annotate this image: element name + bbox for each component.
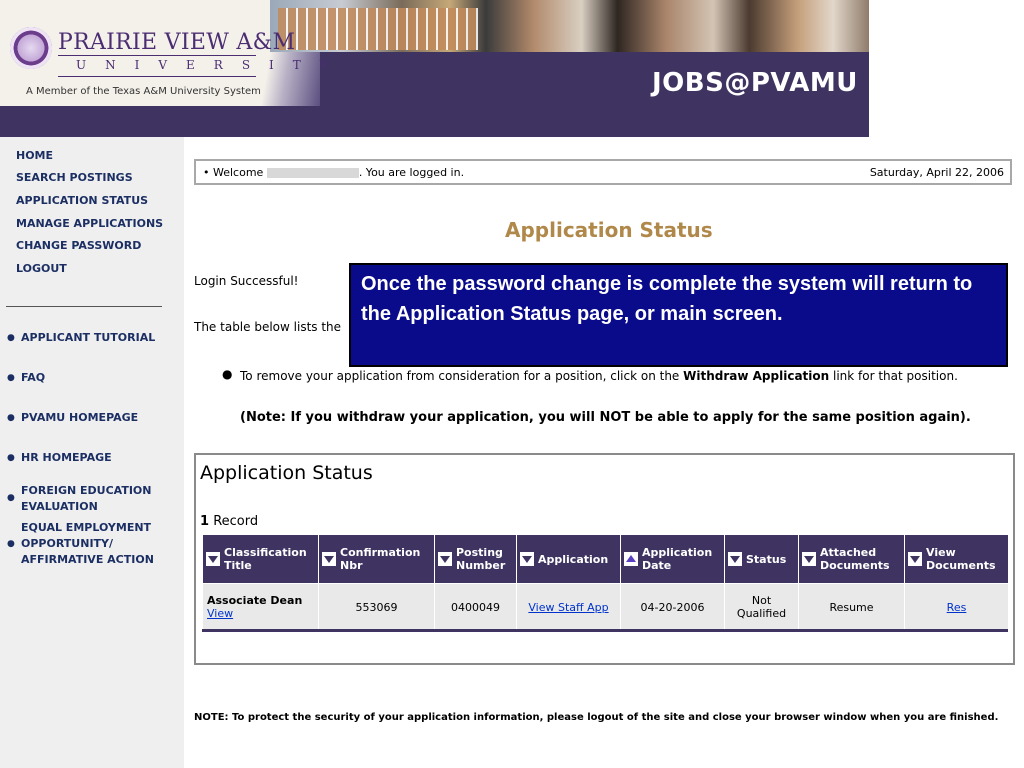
col-header-view-documents[interactable] (905, 535, 1009, 584)
sort-desc-icon[interactable] (802, 552, 816, 566)
campus-building-image (278, 8, 478, 50)
withdraw-note: (Note: If you withdraw your application, you will NOT be able to apply for the same position again). (240, 410, 971, 425)
col-header-application[interactable] (517, 535, 621, 584)
col-header-confirmation-nbr[interactable] (319, 535, 435, 584)
brand-name: PRAIRIE VIEW A&M (58, 30, 296, 55)
sort-desc-icon[interactable] (322, 552, 336, 566)
sidebar-divider (6, 306, 162, 307)
tutorial-callout: Once the password change is complete the system will return to the Application Status page, or main screen. (349, 263, 1008, 367)
cell-classification-title (203, 584, 319, 631)
record-count-label: Record (213, 514, 259, 529)
table-footer-bar (202, 629, 1008, 632)
col-header-label: Attached Documents (820, 546, 890, 572)
record-count-number: 1 (200, 514, 210, 529)
cell-status: Not Qualified (725, 584, 799, 631)
table-description: The table below lists the (194, 320, 342, 334)
view-posting-link[interactable]: View (207, 607, 234, 620)
col-header-label: Confirmation Nbr (340, 546, 421, 572)
cell-confirmation-nbr: 553069 (319, 584, 435, 631)
nav-logout[interactable]: LOGOUT (16, 262, 67, 275)
cell-attached-documents: Resume (799, 584, 905, 631)
nav-change-password[interactable]: CHANGE PASSWORD (16, 239, 142, 252)
brand-rule (58, 55, 256, 56)
login-success-message: Login Successful! (194, 274, 299, 288)
instruction-text-end: link for that position. (829, 369, 958, 383)
sort-asc-icon[interactable] (624, 552, 638, 566)
col-header-label: Classification Title (224, 546, 307, 572)
col-header-posting-number[interactable] (435, 535, 517, 584)
site-title: JOBS@PVAMU (652, 68, 858, 98)
bullet-icon: ● (7, 333, 15, 343)
sidebar-link-eeo[interactable]: EQUAL EMPLOYMENT OPPORTUNITY/ AFFIRMATIVE ACTION (21, 521, 154, 566)
col-header-label: Application Date (642, 546, 713, 572)
sidebar-link-applicant-tutorial[interactable]: APPLICANT TUTORIAL (21, 331, 156, 344)
col-header-attached-documents[interactable] (799, 535, 905, 584)
record-count (200, 514, 258, 529)
col-header-label: Status (746, 552, 787, 566)
application-status-panel (194, 453, 1015, 665)
view-document-link[interactable]: Res (946, 600, 967, 614)
withdraw-application-label: Withdraw Application (683, 369, 830, 383)
welcome-bar (194, 159, 1012, 185)
current-date: Saturday, April 22, 2006 (869, 166, 1004, 179)
cell-posting-number: 0400049 (435, 584, 517, 631)
col-header-status[interactable] (725, 535, 799, 584)
col-header-classification-title[interactable] (203, 535, 319, 584)
member-line: A Member of the Texas A&M University System (26, 86, 261, 97)
site-header (0, 0, 869, 137)
bullet-icon: ● (7, 373, 15, 383)
bullet-icon: ● (7, 493, 15, 503)
applications-table (202, 534, 1009, 631)
bullet-icon: ● (7, 413, 15, 423)
table-header-row (203, 535, 1009, 584)
welcome-message (203, 166, 464, 179)
cell-application (517, 584, 621, 631)
sort-desc-icon[interactable] (908, 552, 922, 566)
sort-desc-icon[interactable] (520, 552, 534, 566)
table-row (203, 584, 1009, 631)
welcome-prefix: • Welcome (203, 166, 264, 179)
sidebar-link-hr-homepage[interactable]: HR HOMEPAGE (21, 451, 112, 464)
brand-subtitle: UNIVERSITY (76, 58, 347, 72)
instruction-text: To remove your application from consideration for a position, click on the (240, 369, 684, 383)
bullet-icon: ● (7, 453, 15, 463)
col-header-application-date[interactable] (621, 535, 725, 584)
bullet-icon: ● (222, 367, 233, 381)
job-title: Associate Dean (207, 594, 303, 607)
welcome-suffix: . You are logged in. (358, 166, 465, 179)
sort-desc-icon[interactable] (728, 552, 742, 566)
redacted-username (267, 168, 359, 178)
sidebar-link-pvamu-homepage[interactable]: PVAMU HOMEPAGE (21, 411, 139, 424)
bullet-icon: ● (7, 539, 15, 549)
col-header-label: Application (538, 552, 609, 566)
cell-application-date: 04-20-2006 (621, 584, 725, 631)
security-note: NOTE: To protect the security of your application information, please logout of the site and close your browser window when you are finished. (194, 712, 999, 723)
view-staff-app-link[interactable]: View Staff App (528, 600, 609, 614)
withdraw-instruction (240, 369, 958, 383)
sort-desc-icon[interactable] (438, 552, 452, 566)
university-seal-icon (10, 27, 52, 69)
sidebar-link-foreign-education[interactable]: FOREIGN EDUCATION EVALUATION (21, 484, 152, 513)
col-header-label: Posting Number (456, 546, 506, 572)
cell-view-documents (905, 584, 1009, 631)
nav-search-postings[interactable]: SEARCH POSTINGS (16, 171, 133, 184)
sidebar-link-faq[interactable]: FAQ (21, 371, 46, 384)
page-title: Application Status (505, 218, 713, 242)
sort-desc-icon[interactable] (206, 552, 220, 566)
nav-home[interactable]: HOME (16, 149, 54, 162)
nav-application-status[interactable]: APPLICATION STATUS (16, 194, 149, 207)
brand-rule (58, 76, 256, 77)
panel-title: Application Status (200, 462, 373, 484)
nav-manage-applications[interactable]: MANAGE APPLICATIONS (16, 217, 164, 230)
col-header-label: View Documents (926, 546, 996, 572)
